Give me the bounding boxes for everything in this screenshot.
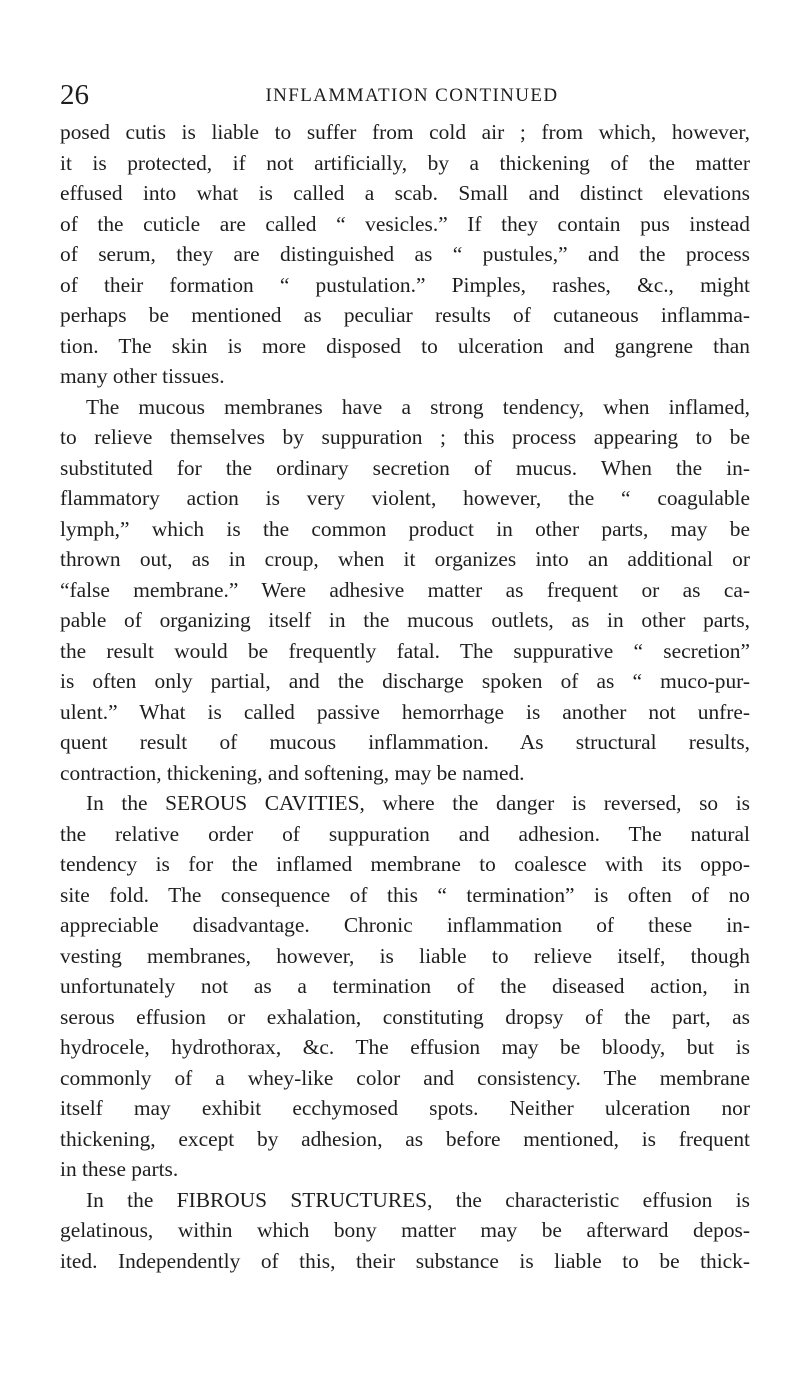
text-line: it is protected, if not artificially, by a thickening of the matter [60, 150, 750, 175]
text-line: In the FIBROUS STRUCTURES, the characteristic effusion is [86, 1187, 750, 1212]
text-line: of their formation “ pustulation.” Pimples, rashes, &c., might [60, 272, 750, 297]
text-line: in these parts. [60, 1157, 179, 1181]
text-line: thickening, except by adhesion, as before mentioned, is frequent [60, 1126, 750, 1151]
text-line: In the SEROUS CAVITIES, where the danger is reversed, so is [86, 791, 750, 815]
text-line: tion. The skin is more disposed to ulceration and gangrene than [60, 333, 750, 358]
text-line: ulent.” What is called passive hemorrhage is another not unfre- [60, 699, 750, 724]
text-line: perhaps be mentioned as peculiar results of cutaneous inflamma- [60, 303, 750, 327]
text-line: quent result of mucous inflammation. As structural results, [60, 730, 750, 754]
text-line: appreciable disadvantage. Chronic inflammation of these in- [60, 913, 750, 937]
text-line: gelatinous, within which bony matter may be afterward depos- [60, 1218, 750, 1242]
text-line: substituted for the ordinary secretion of mucus. When the in- [60, 455, 750, 480]
text-line: hydrocele, hydrothorax, &c. The effusion may be bloody, but is [60, 1035, 750, 1059]
text-line: ited. Independently of this, their substance is liable to be thick- [60, 1248, 750, 1273]
text-line: the relative order of suppuration and adhesion. The natural [60, 821, 750, 846]
text-line: The mucous membranes have a strong tendency, when inflamed, [86, 394, 750, 419]
text-line: vesting membranes, however, is liable to relieve itself, though [60, 943, 750, 968]
text-line: to relieve themselves by suppuration ; this process appearing to be [60, 425, 750, 449]
text-line: is often only partial, and the discharge spoken of as “ muco-pur- [60, 669, 750, 693]
text-line: thrown out, as in croup, when it organizes into an additional or [60, 547, 750, 571]
text-line: of the cuticle are called “ vesicles.” If they contain pus instead [60, 211, 750, 236]
text-line: unfortunately not as a termination of the diseased action, in [60, 974, 750, 998]
text-line: posed cutis is liable to suffer from cold air ; from which, however, [60, 120, 750, 144]
text-line: of serum, they are distinguished as “ pustules,” and the process [60, 242, 750, 266]
text-line: itself may exhibit ecchymosed spots. Neither ulceration nor [60, 1096, 750, 1120]
text-line: many other tissues. [60, 364, 225, 388]
text-line: tendency is for the inflamed membrane to coalesce with its oppo- [60, 852, 750, 876]
text-line: the result would be frequently fatal. The suppurative “ secretion” [60, 638, 750, 663]
text-line: commonly of a whey-like color and consistency. The membrane [60, 1065, 750, 1090]
text-line: contraction, thickening, and softening, may be named. [60, 760, 525, 785]
body-text [60, 117, 750, 1276]
page-header [60, 78, 750, 112]
text-line: serous effusion or exhalation, constituting dropsy of the part, as [60, 1004, 750, 1029]
text-line: flammatory action is very violent, however, the “ coagulable [60, 486, 750, 510]
text-line: pable of organizing itself in the mucous outlets, as in other parts, [60, 608, 750, 632]
text-line: effused into what is called a scab. Small and distinct elevations [60, 181, 750, 205]
text-line: lymph,” which is the common product in other parts, may be [60, 516, 750, 541]
text-line: site fold. The consequence of this “ termination” is often of no [60, 882, 750, 907]
page-number: 26 [60, 79, 89, 111]
running-title: INFLAMMATION CONTINUED [265, 85, 559, 106]
text-line: “false membrane.” Were adhesive matter as frequent or as ca- [60, 577, 750, 602]
